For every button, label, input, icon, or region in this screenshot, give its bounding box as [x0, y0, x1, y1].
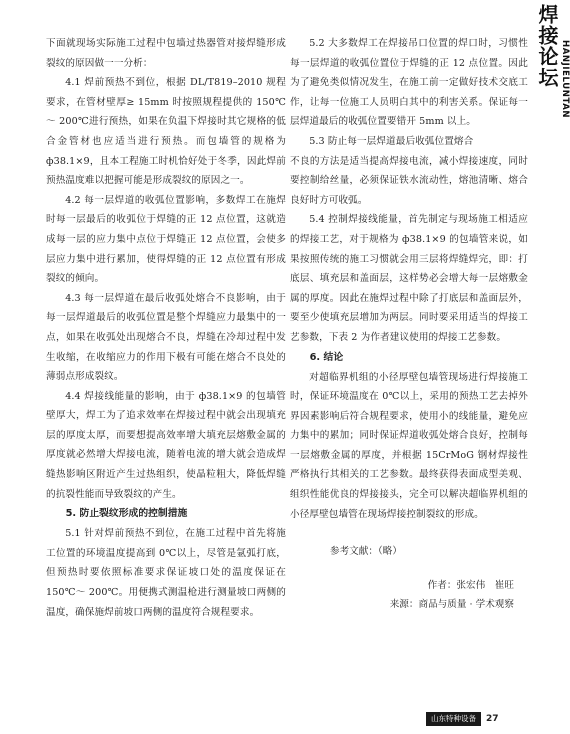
heading-section-5: 5. 防止裂纹形成的控制措施	[65, 508, 188, 520]
paragraph-4-3: 4.3 每一层焊道在最后收弧处熔合不良影响，由于每一层焊道最后的收弧位置是整个焊缝应力最集中的一点，如果在收弧处出现熔合不良，焊缝在冷却过程中发生收缩，在收缩应力的作用下极有可能在熔合不良处的薄弱点形成裂纹。	[46, 292, 286, 383]
paragraph-4-2: 4.2 每一层焊道的收弧位置影响，多数焊工在施焊时每一层最后的收弧位于焊缝的正 12 点位置，这就造成每一层的应力集中点位于焊缝正 12 点位置，会使多层应力集中进行累加，使得焊缝的正 12 点位置有形成裂纹的倾向。	[46, 194, 286, 285]
paragraph-intro: 下面就现场实际施工过程中包墙过热器管对接焊缝形成裂纹的原因做一一分析：	[46, 38, 286, 69]
right-column	[290, 34, 528, 615]
page-number: 27	[486, 714, 499, 724]
source-line: 来源：商品与质量 · 学术观察	[389, 599, 514, 611]
section-subtitle: HANJIELUNTAN	[560, 40, 570, 119]
references: 参考文献：（略）	[330, 546, 402, 558]
section-title: 焊接论坛	[535, 4, 559, 88]
paragraph-conclusion: 对超临界机组的小径厚壁包墙管现场进行焊接施工时，保证环境温度在 0℃以上，采用的预热工艺去掉外界因素影响后符合规程要求，使用小的线能量，避免应力集中的累加；同时保证焊道收弧处熔合良好，控制每一层熔敷金属的厚度，并根据 15CrMoG 钢材焊接性严格执行其相关的工艺参数。最终获得表面成型美观、组织性能优良的焊接接头，完全可以解决超临界机组的小径厚壁包墙管在现场焊接控制裂纹的形成。	[290, 371, 528, 520]
paragraph-5-2: 5.2 大多数焊工在焊接吊口位置的焊口时，习惯性每一层焊道的收弧位置位于焊缝的正 12 点位置。因此为了避免类似情况发生，在施工前一定做好技术交底工作，让每一位施工人员明白其中的利害关系。保证每一层焊道最后的收弧位置要错开 5mm 以上。	[290, 38, 528, 128]
paragraph-5-3-cont: 不良的方法是适当提高焊接电流，减小焊接速度，同时要控制给丝量，必须保证铁水流动性，熔池清晰、熔合良好时方可收弧。	[290, 155, 528, 206]
left-column	[46, 34, 286, 622]
section-tab	[535, 0, 570, 150]
paragraph-4-1: 4.1 焊前预热不到位，根据 DL/T819–2010 规程要求，在管材壁厚≥ 15mm 时按照规程提供的 150℃～ 200℃进行预热，如果在负温下焊接时其它规格的低合金管材也应适当进行预热。而包墙管的规格为 ф38.1×9，且本工程施工时机恰好处于冬季，因此焊前预热温度难以把握可能是形成裂纹的原因之一。	[46, 77, 286, 187]
author-line: 作者：张宏伟 崔旺	[427, 579, 514, 591]
publication-badge: 山东特种设备	[426, 712, 481, 726]
page-footer	[426, 712, 499, 726]
paragraph-5-1: 5.1 针对焊前预热不到位，在施工过程中首先将施工位置的环境温度提高到 0℃以上，尽管是氩弧打底，但预热时要依照标准要求保证坡口处的温度保证在 150℃～ 200℃。用便携式测温枪进行测量坡口两侧的温度，确保施焊前坡口两侧的温度符合规程要求。	[46, 528, 286, 618]
paragraph-5-3: 5.3 防止每一层焊道最后收弧位置熔合	[309, 135, 474, 147]
paragraph-5-4: 5.4 控制焊接线能量，首先制定与现场施工相适应的焊接工艺，对于规格为 ф38.1×9 的包墙管来说，如果按照传统的施工习惯就会用三层将焊缝焊完，即：打底层、填充层和盖面层，这样势必会增大每一层熔敷金属的厚度。因此在施焊过程中除了打底层和盖面层外，要至少使填充层增加为两层。同时要采用适当的焊接工艺参数，下表 2 为作者建议使用的焊接工艺参数。	[290, 214, 528, 343]
heading-section-6: 6. 结论	[309, 351, 344, 363]
paragraph-4-4: 4.4 焊接线能量的影响，由于 ф38.1×9 的包墙管壁厚大，焊工为了追求效率在焊接过程中就会出现填充层的厚度太厚，而要想提高效率增大填充层熔敷金属的厚度就必然增大焊接电流，随着电流的增大就会造成焊缝热影响区附近产生过热组织，使晶粒粗大，降低焊缝的抗裂性能而导致裂纹的产生。	[46, 390, 286, 500]
